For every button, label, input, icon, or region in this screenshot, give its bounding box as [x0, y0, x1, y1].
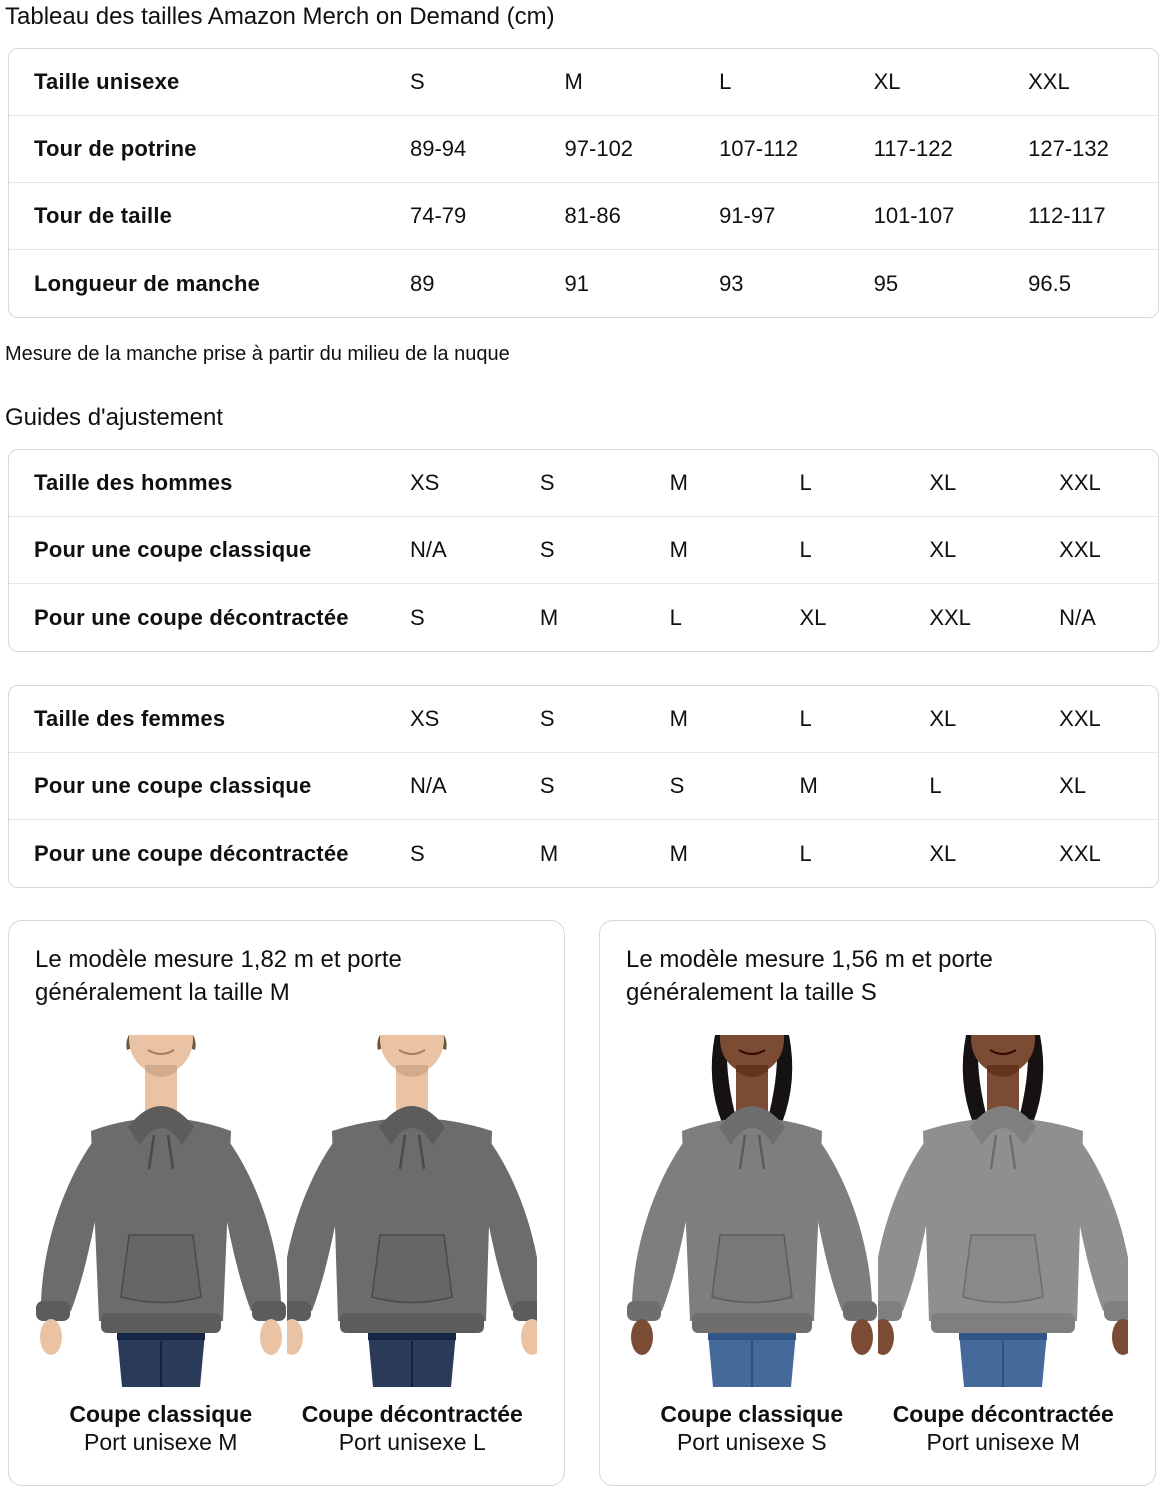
table-cell: XXL	[1059, 537, 1101, 562]
row-label: Pour une coupe décontractée	[34, 840, 349, 866]
table-cell: N/A	[410, 537, 447, 562]
table-cell: S	[539, 537, 555, 562]
model-photo-male-relaxed	[287, 1035, 537, 1387]
row-label: Longueur de manche	[34, 270, 261, 296]
table-cell: 101-107	[873, 203, 955, 228]
table-cell: 89-94	[410, 136, 467, 161]
table-row	[9, 450, 1158, 517]
table-cell: N/A	[410, 773, 447, 798]
fit-label: Coupe décontractée	[892, 1401, 1114, 1427]
table-cell: XS	[410, 470, 440, 495]
model-figure-relaxed	[878, 1035, 1130, 1456]
figure-caption	[302, 1387, 523, 1456]
fit-guides-heading: Guides d'ajustement	[5, 404, 224, 431]
table-cell: L	[799, 706, 812, 731]
unisex-size-table	[8, 48, 1159, 318]
table-cell: 91	[564, 270, 590, 296]
table-cell: XL	[1059, 773, 1087, 798]
table-cell: XL	[929, 840, 957, 866]
table-cell: S	[410, 604, 425, 630]
wear-size-label: Port unisexe M	[84, 1429, 238, 1455]
page-title: Tableau des tailles Amazon Merch on Demand (cm)	[5, 3, 555, 30]
row-label: Tour de taille	[34, 203, 173, 228]
table-cell: S	[669, 773, 685, 798]
sleeve-measure-note: Mesure de la manche prise à partir du milieu de la nuque	[5, 343, 510, 365]
wear-size-label: Port unisexe L	[338, 1429, 486, 1455]
row-label: Taille des femmes	[34, 706, 226, 731]
table-cell: S	[539, 773, 555, 798]
table-cell: L	[799, 470, 812, 495]
model-card-men	[8, 920, 565, 1486]
table-cell: 74-79	[410, 203, 467, 228]
table-cell: 93	[719, 270, 744, 296]
women-fit-table	[8, 685, 1159, 888]
table-cell: M	[539, 604, 559, 630]
table-cell: 117-122	[873, 136, 953, 161]
table-cell: M	[539, 840, 559, 866]
table-cell: L	[669, 604, 682, 630]
wear-size-label: Port unisexe M	[926, 1429, 1080, 1455]
table-row	[9, 820, 1158, 887]
table-cell: S	[539, 470, 555, 495]
table-cell: S	[410, 69, 425, 94]
model-card-women	[599, 920, 1156, 1486]
table-cell: XXL	[929, 604, 971, 630]
hoodie-model-illustration	[627, 1035, 877, 1387]
model-cards-row	[8, 920, 1159, 1486]
table-cell: 127-132	[1028, 136, 1109, 161]
model-figures	[626, 1035, 1129, 1456]
table-cell: 96.5	[1028, 270, 1071, 296]
table-cell: XXL	[1059, 470, 1101, 495]
table-cell: L	[929, 773, 942, 798]
table-cell: XXL	[1059, 706, 1101, 731]
table-cell: 95	[873, 270, 899, 296]
table-cell: XL	[799, 604, 827, 630]
model-figure-classic	[626, 1035, 878, 1456]
figure-caption	[893, 1387, 1114, 1456]
table-cell: M	[669, 470, 688, 495]
table-cell: L	[799, 537, 812, 562]
table-cell: XS	[410, 706, 440, 731]
table-cell: S	[410, 840, 425, 866]
table-cell: 89	[410, 270, 435, 296]
table-cell: M	[669, 537, 688, 562]
table-cell: 112-117	[1028, 203, 1106, 228]
model-photo-female-classic	[627, 1035, 877, 1387]
table-cell: M	[799, 773, 818, 798]
hoodie-model-illustration	[878, 1035, 1128, 1387]
model-figures	[35, 1035, 538, 1456]
table-cell: XL	[929, 470, 957, 495]
hoodie-model-illustration	[36, 1035, 286, 1387]
table-cell: 81-86	[564, 203, 621, 228]
table-cell: L	[719, 69, 732, 94]
table-row	[9, 183, 1158, 250]
table-row	[9, 686, 1158, 753]
table-row	[9, 49, 1158, 116]
table-cell: 91-97	[719, 203, 776, 228]
table-cell: XXL	[1059, 840, 1101, 866]
table-cell: M	[669, 706, 688, 731]
table-row	[9, 250, 1158, 317]
hoodie-model-illustration	[287, 1035, 537, 1387]
fit-label: Coupe classique	[660, 1401, 844, 1427]
figure-caption	[69, 1387, 252, 1456]
table-cell: XL	[873, 69, 901, 94]
table-row	[9, 517, 1158, 584]
table-cell: XL	[929, 706, 957, 731]
figure-caption	[660, 1387, 843, 1456]
model-photo-female-relaxed	[878, 1035, 1128, 1387]
table-cell: XXL	[1028, 69, 1070, 94]
model-card-heading: Le modèle mesure 1,82 m et porte généralement la taille M	[35, 946, 402, 1006]
table-cell: 97-102	[564, 136, 634, 161]
row-label: Taille unisexe	[34, 69, 180, 94]
table-row	[9, 584, 1158, 651]
table-row	[9, 753, 1158, 820]
row-label: Pour une coupe classique	[34, 537, 312, 562]
fit-label: Coupe classique	[69, 1401, 253, 1427]
row-label: Taille des hommes	[34, 470, 233, 495]
model-photo-male-classic	[36, 1035, 286, 1387]
table-cell: 107-112	[719, 136, 799, 161]
fit-label: Coupe décontractée	[301, 1401, 523, 1427]
men-fit-table	[8, 449, 1159, 652]
table-cell: S	[539, 706, 555, 731]
row-label: Tour de potrine	[34, 136, 197, 161]
table-cell: M	[669, 840, 688, 866]
model-figure-classic	[35, 1035, 287, 1456]
table-cell: XL	[929, 537, 957, 562]
table-cell: M	[564, 69, 583, 94]
table-row	[9, 116, 1158, 183]
model-card-heading: Le modèle mesure 1,56 m et porte généralement la taille S	[626, 946, 993, 1006]
wear-size-label: Port unisexe S	[676, 1429, 827, 1455]
table-cell: L	[799, 840, 812, 866]
row-label: Pour une coupe décontractée	[34, 604, 349, 630]
table-cell: N/A	[1059, 604, 1096, 630]
row-label: Pour une coupe classique	[34, 773, 312, 798]
model-figure-relaxed	[287, 1035, 539, 1456]
